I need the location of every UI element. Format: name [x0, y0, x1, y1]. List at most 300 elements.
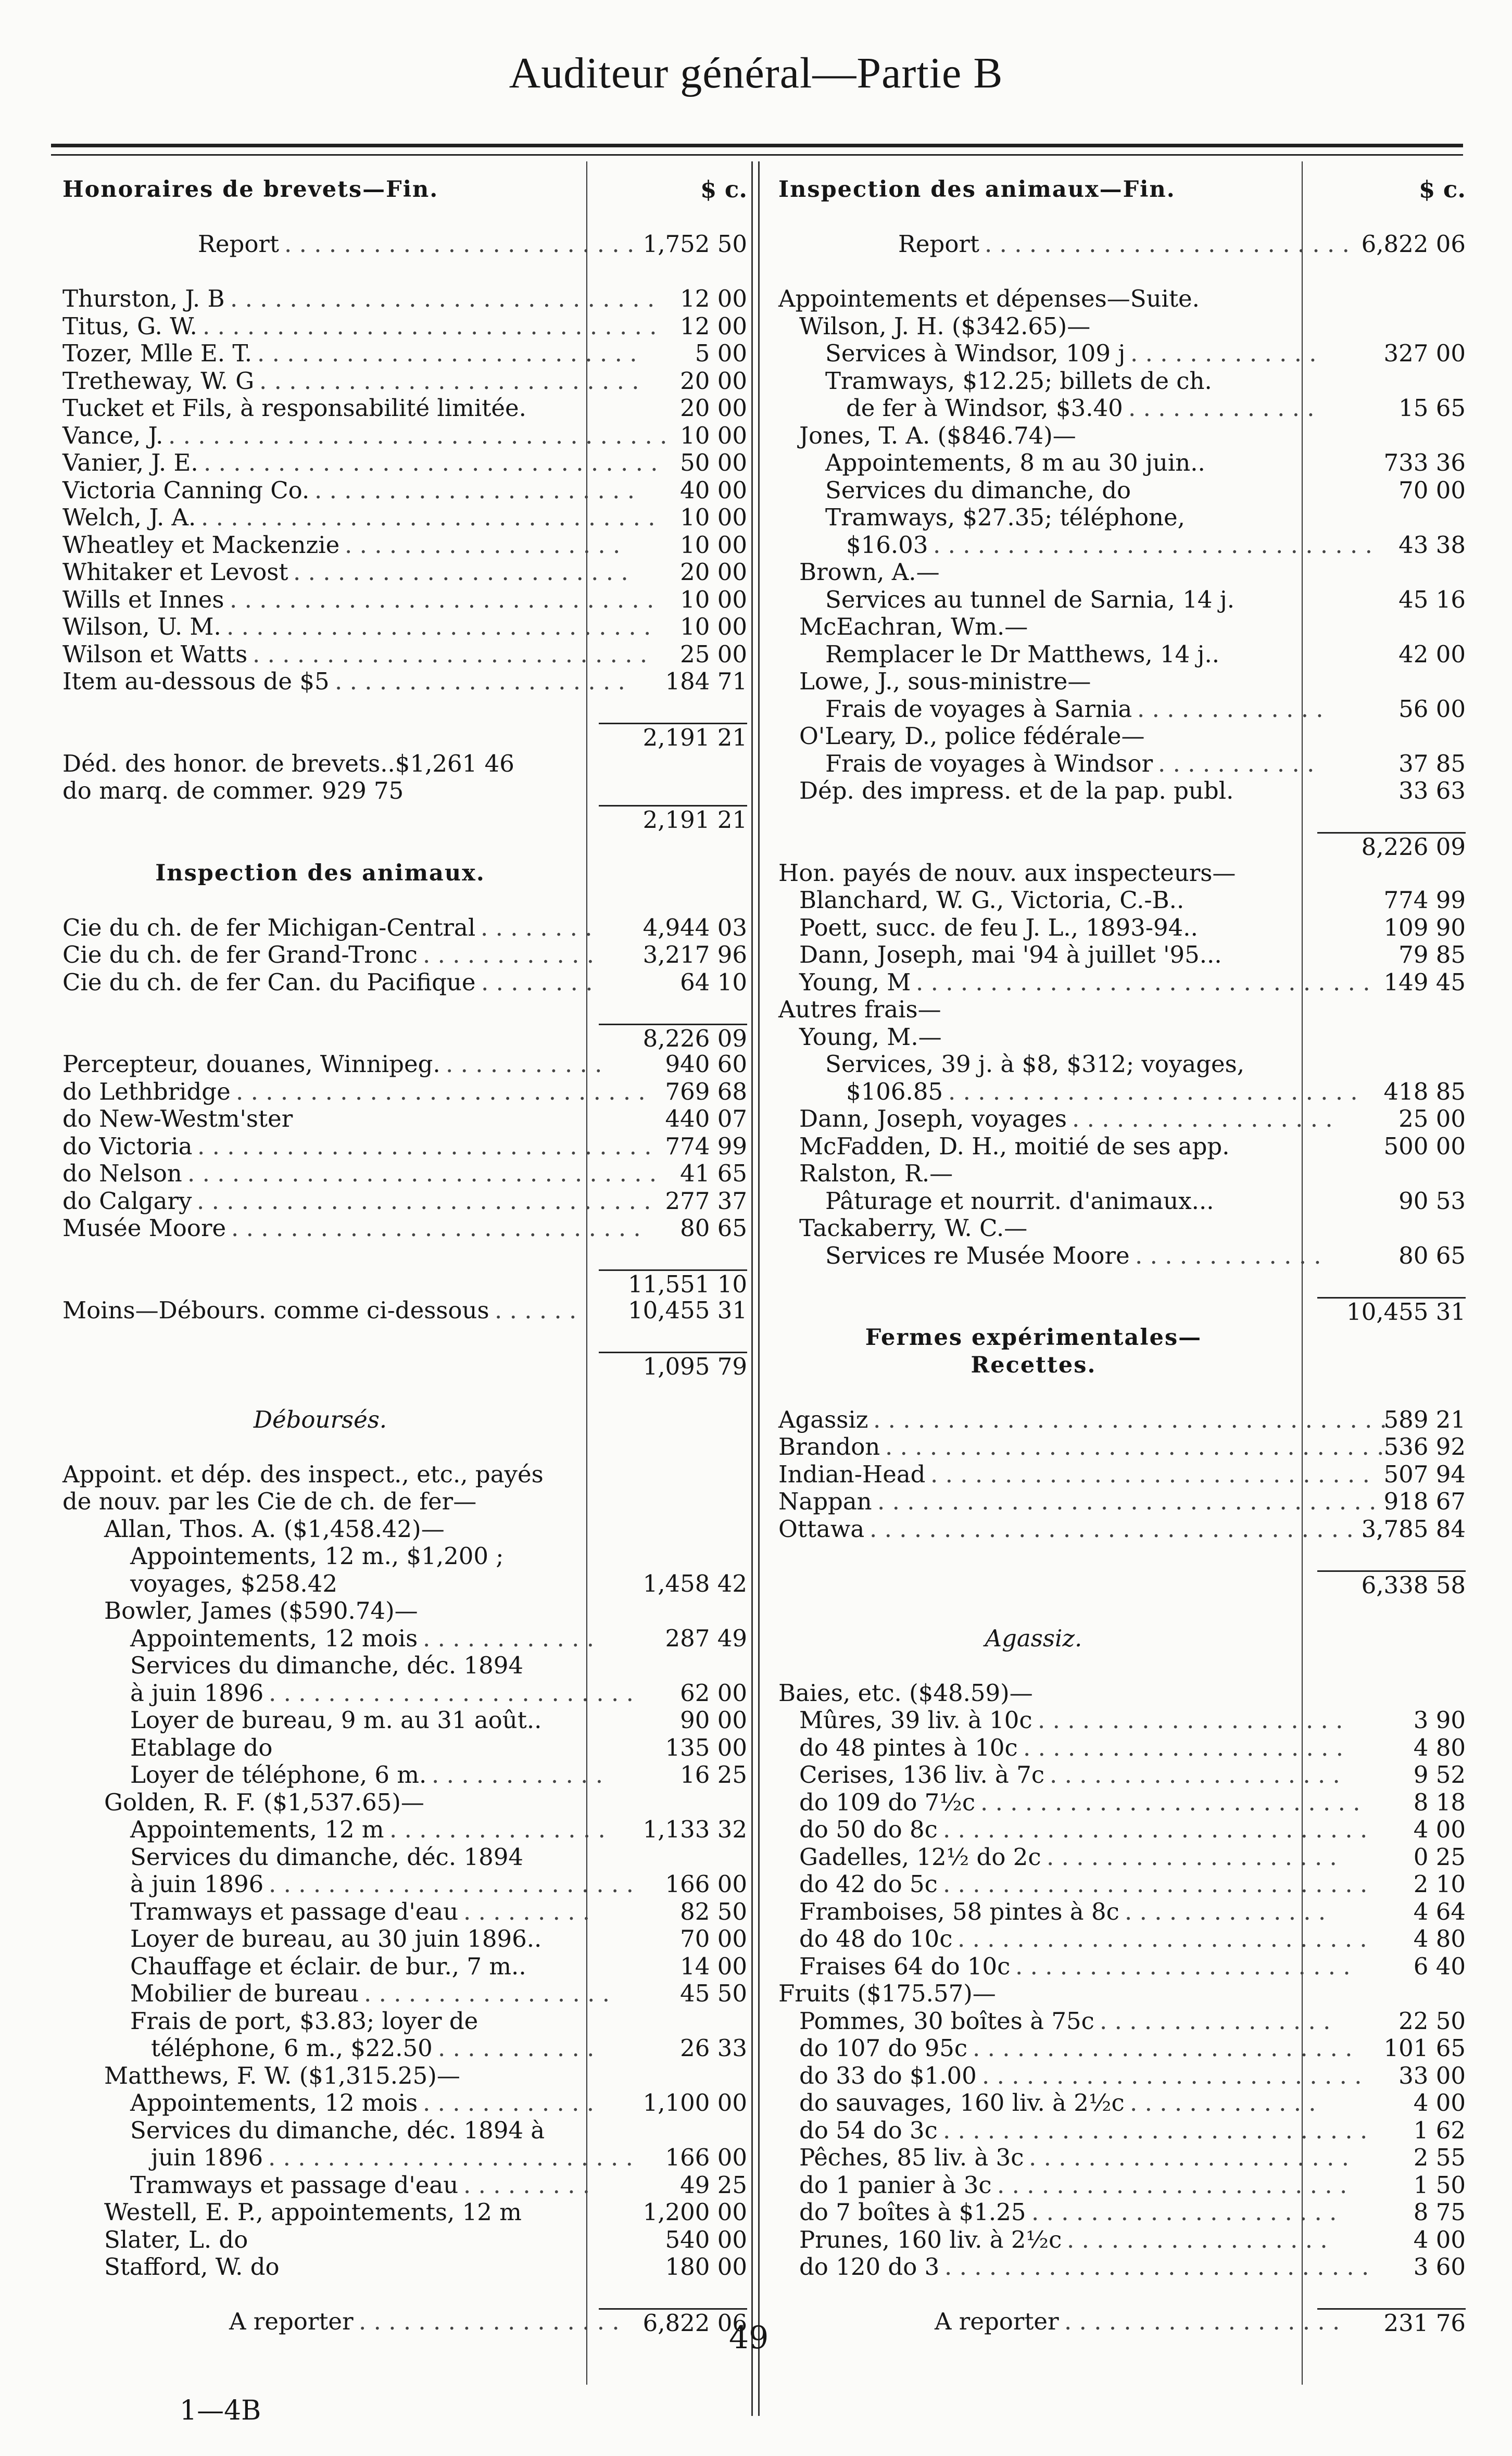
- row-label: Pommes, 30 boîtes à 75c: [799, 2007, 1094, 2035]
- row-label: Chauffage et éclair. de bur., 7 m..: [130, 1952, 526, 1980]
- row-amount: 135 00: [665, 1733, 747, 1761]
- row-label: Wilson et Watts: [62, 640, 248, 668]
- row-amount: 3 60: [1413, 2253, 1466, 2281]
- ledger-row: [62, 1543, 750, 1570]
- row-amount: 10 00: [680, 421, 747, 449]
- dot-leader: . . . . . . . . . . . . . . . . . . . . . . . . . . . . . . . . . .: [885, 1433, 1384, 1460]
- dot-leader: . . . . . . . . . . . . . . . . . . . .: [1050, 1761, 1340, 1789]
- spacer-row: [62, 258, 750, 286]
- row-label: Appointements, 8 m au 30 juin..: [825, 449, 1205, 476]
- dot-leader: . . . . . .: [495, 1296, 577, 1324]
- section-heading: [778, 1324, 1466, 1352]
- row-amount: 10 00: [680, 613, 747, 640]
- row-label: do Calgary: [62, 1187, 192, 1215]
- ledger-row: [778, 1925, 1466, 1953]
- dot-leader: . . . . . . . . . . . .: [423, 941, 594, 968]
- row-label: Young, M.—: [799, 1023, 942, 1051]
- row-amount: 166 00: [665, 1870, 747, 1898]
- ledger-row: [778, 914, 1466, 942]
- row-amount: $ c.: [1418, 175, 1466, 203]
- ledger-row: [62, 285, 750, 313]
- row-label: Dann, Joseph, voyages: [799, 1105, 1067, 1132]
- ledger-row: [62, 2062, 750, 2090]
- row-label: Tramways, $12.25; billets de ch.: [825, 367, 1212, 395]
- dot-leader: . . . . . . . . . . . . . . . . . . . .: [335, 667, 625, 695]
- dot-leader: . . . . . . . . . . . . . . . .: [1100, 2007, 1331, 2035]
- ledger-row: [778, 2253, 1466, 2281]
- ledger-row: [62, 395, 750, 422]
- ledger-row: [778, 1816, 1466, 1844]
- ledger-row: [62, 1105, 750, 1133]
- row-amount: 1,752 50: [642, 230, 747, 258]
- row-label: Slater, L. do: [104, 2225, 248, 2253]
- dot-leader: . . . . . . . . . . . .: [432, 1761, 603, 1789]
- ledger-row: [62, 1980, 750, 2008]
- dot-leader: . . . . . . . . . . . . . . . . . . . . . . . . . . . . . . . . . .: [877, 1488, 1377, 1515]
- ledger-row: [778, 313, 1466, 341]
- ledger-row: [62, 1871, 750, 1898]
- ledger-row: [62, 2089, 750, 2117]
- ledger-row: [62, 1078, 750, 1106]
- ledger-row: [778, 1680, 1466, 1707]
- ledger-row: [62, 313, 750, 341]
- row-amount: 8,226 09: [599, 1024, 747, 1053]
- ledger-row: [62, 1953, 750, 1981]
- row-label: Loyer de bureau, 9 m. au 31 août..: [130, 1706, 542, 1734]
- row-label: Hon. payés de nouv. aux inspecteurs—: [778, 859, 1236, 887]
- row-amount: 327 00: [1383, 339, 1466, 367]
- row-label: Jones, T. A. ($846.74)—: [799, 421, 1076, 449]
- row-label: Tretheway, W. G: [62, 367, 255, 395]
- row-amount: 149 45: [1383, 968, 1466, 996]
- ledger-row: [778, 860, 1466, 887]
- total-row: [778, 832, 1466, 860]
- row-amount: 5 00: [695, 339, 747, 367]
- row-label: Appointements et dépenses—Suite.: [778, 285, 1200, 312]
- spacer-row: [62, 204, 750, 231]
- spacer-row: [62, 1324, 750, 1352]
- dot-leader: . . . . . . . . . . . . . . . . . . . . . .: [1029, 2144, 1350, 2171]
- dot-leader: . . . . . . . . . . . . . . . . . . . . . . . . .: [269, 1870, 634, 1898]
- row-amount: 3,217 96: [642, 941, 747, 968]
- row-amount: 62 00: [680, 1679, 747, 1707]
- row-label: do 48 pintes à 10c: [799, 1733, 1018, 1761]
- ledger-row: [778, 1707, 1466, 1734]
- ledger-row: [778, 231, 1466, 258]
- dot-leader: . . . . . . . . . . . . . . . . .: [364, 1980, 610, 2007]
- ledger-row: [778, 696, 1466, 723]
- row-label: Pêches, 85 liv. à 3c: [799, 2144, 1024, 2171]
- row-amount: 4,944 03: [642, 913, 747, 941]
- row-label: $16.03: [846, 531, 928, 559]
- row-amount: 33 63: [1398, 777, 1466, 804]
- spacer-row: [778, 1597, 1466, 1625]
- row-label: Tramways, $27.35; téléphone,: [825, 503, 1185, 531]
- row-amount: 40 00: [680, 476, 747, 504]
- row-amount: 101 65: [1383, 2034, 1466, 2062]
- dot-leader: . . . . . . . . . . .: [438, 2034, 595, 2062]
- row-amount: 940 60: [665, 1050, 747, 1078]
- ledger-row: [778, 1160, 1466, 1188]
- row-amount: 769 68: [665, 1077, 747, 1105]
- row-amount: 10,455 31: [1317, 1297, 1466, 1326]
- row-amount: 80 65: [680, 1214, 747, 1242]
- row-amount: 9 52: [1413, 1761, 1466, 1789]
- ledger-row: [62, 1898, 750, 1926]
- spacer-row: [778, 204, 1466, 231]
- row-label: Agassiz: [778, 1405, 868, 1433]
- row-label: Titus, G. W.: [62, 312, 197, 340]
- row-amount: 22 50: [1398, 2007, 1466, 2035]
- total-row: [778, 1570, 1466, 1598]
- dot-leader: . . . . . . . . . . . . . . . . . . . . . . . . .: [268, 2144, 633, 2171]
- dot-leader: . . . . . . . . . . . . . . . . . . . . . . . . . . . .: [231, 1214, 641, 1242]
- row-amount: 1,133 32: [642, 1816, 747, 1843]
- ledger-row: [62, 1625, 750, 1653]
- ledger-row: [62, 1488, 750, 1516]
- section-heading: [778, 1352, 1466, 1379]
- row-label: Services du dimanche, déc. 1894: [130, 1843, 523, 1871]
- dot-leader: . . . . . . . . . . . . . . . . . . . . . . . . . . . .: [957, 1925, 1367, 1953]
- row-amount: 25 00: [680, 640, 747, 668]
- row-label: Fraises 64 do 10c: [799, 1952, 1011, 1980]
- row-label: Fermes expérimentales—: [865, 1325, 1202, 1351]
- ledger-row: [62, 1215, 750, 1242]
- row-amount: 2,191 21: [599, 805, 747, 834]
- row-label: Mûres, 39 liv. à 10c: [799, 1706, 1032, 1734]
- total-row: [778, 1297, 1466, 1325]
- row-label: Moins—Débours. comme ci-dessous: [62, 1296, 489, 1324]
- ledger-row: [778, 1488, 1466, 1516]
- ledger-row: [62, 750, 750, 778]
- row-amount: 918 67: [1383, 1488, 1466, 1515]
- ledger-row: [778, 1024, 1466, 1051]
- row-label: Mobilier de bureau: [130, 1980, 359, 2007]
- row-label: Brandon: [778, 1433, 880, 1460]
- row-label: Inspection des animaux.: [155, 860, 485, 886]
- row-label: Tramways et passage d'eau: [130, 2171, 459, 2199]
- ledger-row: [62, 1789, 750, 1817]
- ledger-row: [62, 532, 750, 559]
- row-label: do 1 panier à 3c: [799, 2171, 992, 2199]
- row-label: Etablage do: [130, 1733, 273, 1761]
- row-amount: 45 50: [680, 1980, 747, 2007]
- row-amount: 10 00: [680, 503, 747, 531]
- row-label: Services, 39 j. à $8, $312; voyages,: [825, 1050, 1245, 1078]
- row-label: Remplacer le Dr Matthews, 14 j..: [825, 640, 1220, 668]
- row-label: Poett, succ. de feu J. L., 1893-94..: [799, 913, 1198, 941]
- row-label: Dann, Joseph, mai '94 à juillet '95...: [799, 941, 1222, 968]
- dot-leader: . . . . . . . . . . . . . . . . . . . . . .: [314, 476, 635, 504]
- row-label: Report: [198, 230, 280, 258]
- row-label: Appointements, 12 m: [130, 1816, 384, 1843]
- row-amount: 500 00: [1383, 1132, 1466, 1160]
- column-divider: [751, 161, 753, 2416]
- ledger-row: [778, 1215, 1466, 1242]
- row-label: à juin 1896: [130, 1870, 264, 1898]
- ledger-row: [778, 1871, 1466, 1898]
- ledger-row: [62, 231, 750, 258]
- row-label: juin 1896: [151, 2144, 263, 2171]
- ledger-row: [62, 969, 750, 997]
- row-label: Vanier, J. E.: [62, 449, 198, 476]
- row-label: Ottawa: [778, 1515, 865, 1543]
- column-divider-inner: [758, 161, 760, 2416]
- row-amount: 1 62: [1413, 2116, 1466, 2144]
- row-label: voyages, $258.42: [130, 1569, 337, 1597]
- row-label: Blanchard, W. G., Victoria, C.-B..: [799, 886, 1185, 914]
- ledger-row: [62, 1051, 750, 1078]
- row-amount: 10 00: [680, 531, 747, 559]
- row-amount: 12 00: [680, 312, 747, 340]
- dot-leader: . . . . . . . . . . . . . . . . . . . . . . . . . . . . . . . . . .: [168, 421, 667, 449]
- header-rule-thin: [51, 154, 1463, 156]
- row-amount: 4 00: [1413, 2089, 1466, 2117]
- ledger-row: [778, 2117, 1466, 2145]
- row-amount: 418 85: [1383, 1077, 1466, 1105]
- spacer-row: [778, 1379, 1466, 1406]
- dot-leader: . . . . . . . . . . . . . . . . . . . . . . . . . . . . .: [943, 1870, 1368, 1898]
- total-row: [62, 1352, 750, 1379]
- ledger-row: [62, 1680, 750, 1707]
- row-label: Services au tunnel de Sarnia, 14 j.: [825, 585, 1235, 613]
- dot-leader: . . . . . . . . . . . . . . . . . . . . . . . . . . . . .: [943, 1816, 1368, 1843]
- row-amount: 11,551 10: [599, 1269, 747, 1299]
- row-label: McFadden, D. H., moitié de ses app.: [799, 1132, 1230, 1160]
- spacer-row: [62, 1242, 750, 1270]
- row-label: Services re Musée Moore: [825, 1241, 1130, 1269]
- row-amount: 180 00: [665, 2253, 747, 2281]
- dot-leader: . . . . . . . . . . . . . . . . . . . . . . . . .: [269, 1679, 634, 1707]
- spacer-row: [62, 696, 750, 723]
- dot-leader: . . . . . . . . . . . . . . . . . . . . . . . . . .: [973, 2034, 1353, 2062]
- ledger-row: [778, 750, 1466, 778]
- ledger-row: [62, 914, 750, 942]
- dot-leader: . . . . . . . . . . . . . . . . . . .: [345, 531, 621, 559]
- row-label: do sauvages, 160 liv. à 2½c: [799, 2089, 1125, 2117]
- ledger-row: [62, 504, 750, 532]
- row-label: Stafford, W. do: [104, 2253, 280, 2281]
- ledger-row: [778, 2199, 1466, 2226]
- ledger-row: [778, 1433, 1466, 1461]
- row-label: Dép. des impress. et de la pap. publ.: [799, 777, 1234, 804]
- row-amount: 16 25: [680, 1761, 747, 1789]
- row-label: Golden, R. F. ($1,537.65)—: [104, 1788, 424, 1816]
- dot-leader: . . . . . . . . . . . . .: [1130, 2089, 1316, 2117]
- row-amount: 109 90: [1383, 913, 1466, 941]
- ledger-row: [62, 1570, 750, 1598]
- row-label: Young, M: [799, 968, 911, 996]
- row-amount: 10 00: [680, 585, 747, 613]
- row-label: Westell, E. P., appointements, 12 m: [104, 2198, 522, 2226]
- row-amount: 79 85: [1398, 941, 1466, 968]
- row-amount: 6,822 06: [1361, 230, 1466, 258]
- ledger-row: [778, 2062, 1466, 2090]
- row-label: Fruits ($175.57)—: [778, 1980, 996, 2007]
- row-label: do 42 do 5c: [799, 1870, 938, 1898]
- dot-leader: . . . . . . . . . . . . . . . . . . . . . . . . . . . . . .: [933, 531, 1372, 559]
- row-label: Frais de voyages à Windsor: [825, 749, 1153, 777]
- page-number: 49: [729, 2320, 769, 2356]
- row-label: do Lethbridge: [62, 1077, 231, 1105]
- row-amount: 20 00: [680, 367, 747, 395]
- ledger-row: [778, 969, 1466, 997]
- dot-leader: . . . . . . . . .: [463, 1897, 590, 1925]
- row-amount: 277 37: [665, 1187, 747, 1215]
- row-label: Baies, etc. ($48.59)—: [778, 1679, 1033, 1707]
- row-label: Item au-dessous de $5: [62, 667, 330, 695]
- row-label: O'Leary, D., police fédérale—: [799, 722, 1145, 750]
- ledger-row: [778, 532, 1466, 559]
- total-row: [62, 1024, 750, 1051]
- ledger-row: [62, 368, 750, 395]
- total-row: [62, 2308, 750, 2336]
- row-amount: 507 94: [1383, 1460, 1466, 1488]
- row-amount: 10,455 31: [627, 1296, 747, 1324]
- row-label: Indian-Head: [778, 1460, 926, 1488]
- row-label: Cerises, 136 liv. à 7c: [799, 1761, 1045, 1789]
- row-amount: 2,191 21: [599, 723, 747, 752]
- row-label: do New-Westm'ster: [62, 1105, 293, 1132]
- row-amount: 3,785 84: [1361, 1515, 1466, 1543]
- total-row: [62, 723, 750, 750]
- row-label: Framboises, 58 pintes à 8c: [799, 1897, 1119, 1925]
- row-label: Déd. des honor. de brevets..$1,261 46: [62, 749, 514, 777]
- row-label: de nouv. par les Cie de ch. de fer—: [62, 1488, 477, 1515]
- ledger-row: [62, 668, 750, 696]
- dot-leader: . . . . . . . . . . . . . . . . . . . . .: [1031, 2198, 1337, 2226]
- dot-leader: . . . . . . . .: [481, 913, 593, 941]
- row-amount: 43 38: [1398, 531, 1466, 559]
- row-amount: 64 10: [680, 968, 747, 996]
- row-amount: 80 65: [1398, 1241, 1466, 1269]
- ledger-row: [778, 2089, 1466, 2117]
- row-amount: 90 00: [680, 1706, 747, 1734]
- dot-leader: . . . . . . . . . . . . . . . . . . . . . . . . . . . . . . .: [197, 1132, 652, 1160]
- dot-leader: . . . . . . . . . . . . . . . . . . . . . . . . . . . . .: [226, 613, 651, 640]
- dot-leader: . . . . . . . . . . . . .: [1135, 1241, 1321, 1269]
- ledger-row: [62, 1516, 750, 1543]
- row-amount: 50 00: [680, 449, 747, 476]
- row-amount: 6,822 06: [599, 2308, 747, 2337]
- ledger-row: [62, 2253, 750, 2281]
- ledger-row: [778, 1242, 1466, 1270]
- ledger-row: [62, 641, 750, 669]
- dot-leader: . . . . . . . .: [481, 968, 593, 996]
- ledger-row: [778, 723, 1466, 750]
- ledger-row: [62, 1597, 750, 1625]
- row-amount: 536 92: [1383, 1433, 1466, 1460]
- ledger-row: [62, 1816, 750, 1844]
- ledger-row: [778, 1898, 1466, 1926]
- ledger-row: [62, 1133, 750, 1161]
- spacer-row: [778, 1269, 1466, 1297]
- section-heading: [778, 176, 1466, 204]
- row-label: A reporter: [935, 2308, 1059, 2335]
- row-label: Frais de voyages à Sarnia: [825, 695, 1132, 723]
- row-label: Tucket et Fils, à responsabilité limitée.: [62, 394, 526, 422]
- row-amount: 90 53: [1398, 1187, 1466, 1215]
- row-amount: 33 00: [1398, 2061, 1466, 2089]
- dot-leader: . . . . . . . . . . . . . . . . . . . . . . . . . . . . . . .: [916, 968, 1370, 996]
- ledger-row: [62, 2226, 750, 2254]
- row-amount: 4 80: [1413, 1925, 1466, 1953]
- dot-leader: . . . . . . . . . . .: [446, 1050, 602, 1078]
- ledger-row: [62, 613, 750, 641]
- row-amount: 184 71: [665, 667, 747, 695]
- total-row: [778, 2308, 1466, 2336]
- row-label: Lowe, J., sous-ministre—: [799, 667, 1091, 695]
- dot-leader: . . . . . . . . . . . . . . . . . . . . . . . . . .: [980, 1788, 1360, 1816]
- row-label: Percepteur, douanes, Winnipeg.: [62, 1050, 440, 1078]
- ledger-row: [778, 1761, 1466, 1789]
- ledger-row: [778, 422, 1466, 450]
- row-amount: 25 00: [1398, 1105, 1466, 1132]
- ledger-row: [778, 1625, 1466, 1653]
- row-label: Agassiz.: [985, 1624, 1082, 1652]
- row-label: Frais de port, $3.83; loyer de: [130, 2007, 478, 2035]
- row-amount: 166 00: [665, 2144, 747, 2171]
- ledger-row: [778, 1461, 1466, 1489]
- ledger-row: [778, 340, 1466, 368]
- row-label: Vance, J.: [62, 421, 163, 449]
- spacer-row: [62, 887, 750, 914]
- row-amount: 82 50: [680, 1897, 747, 1925]
- spacer-row: [778, 2281, 1466, 2309]
- dot-leader: . . . . . . . . . . . . . . . . . .: [1067, 2225, 1328, 2253]
- dot-leader: . . . . . . . . . . . . . . . . . .: [359, 2308, 620, 2335]
- row-label: Ralston, R.—: [799, 1160, 953, 1187]
- row-amount: $ c.: [700, 175, 747, 203]
- ledger-row: [62, 1406, 750, 1434]
- dot-leader: . . . . . . . . . . . . . . . . . . . . . . . . . .: [259, 367, 639, 395]
- spacer-row: [62, 2281, 750, 2309]
- row-amount: 37 85: [1398, 749, 1466, 777]
- ledger-row: [62, 1707, 750, 1734]
- dot-leader: . . . . . . . . . . . . . . . . . . . . . . .: [293, 558, 628, 586]
- spacer-row: [62, 996, 750, 1024]
- row-label: Recettes.: [971, 1352, 1097, 1378]
- dot-leader: . . . . . . . . . . . . . . . . . . . . . . . . . . . . . . .: [203, 312, 657, 340]
- row-label: à juin 1896: [130, 1679, 264, 1707]
- ledger-row: [778, 1133, 1466, 1161]
- row-label: Déboursés.: [253, 1405, 387, 1433]
- row-amount: 41 65: [680, 1160, 747, 1187]
- ledger-row: [778, 613, 1466, 641]
- row-label: do 50 do 8c: [799, 1816, 938, 1843]
- row-amount: 4 80: [1413, 1733, 1466, 1761]
- ledger-row: [778, 1953, 1466, 1981]
- ledger-row: [62, 1188, 750, 1215]
- ledger-row: [62, 1297, 750, 1325]
- row-amount: 42 00: [1398, 640, 1466, 668]
- ledger-row: [62, 1761, 750, 1789]
- row-label: Cie du ch. de fer Michigan-Central: [62, 913, 476, 941]
- row-label: Appointements, 12 m., $1,200 ;: [130, 1542, 504, 1570]
- ledger-row: [62, 559, 750, 586]
- ledger-row: [62, 2035, 750, 2062]
- row-amount: 1,458 42: [642, 1569, 747, 1597]
- ledger-row: [778, 641, 1466, 669]
- row-label: Loyer de bureau, au 30 juin 1896..: [130, 1925, 542, 1953]
- ledger-row: [62, 477, 750, 505]
- ledger-row: [778, 1406, 1466, 1434]
- page-title: Auditeur général—Partie B: [509, 49, 1003, 97]
- row-label: McEachran, Wm.—: [799, 613, 1028, 640]
- row-label: Appoint. et dép. des inspect., etc., payés: [62, 1460, 544, 1488]
- row-label: Gadelles, 12½ do 2c: [799, 1843, 1041, 1871]
- row-label: do 33 do $1.00: [799, 2061, 977, 2089]
